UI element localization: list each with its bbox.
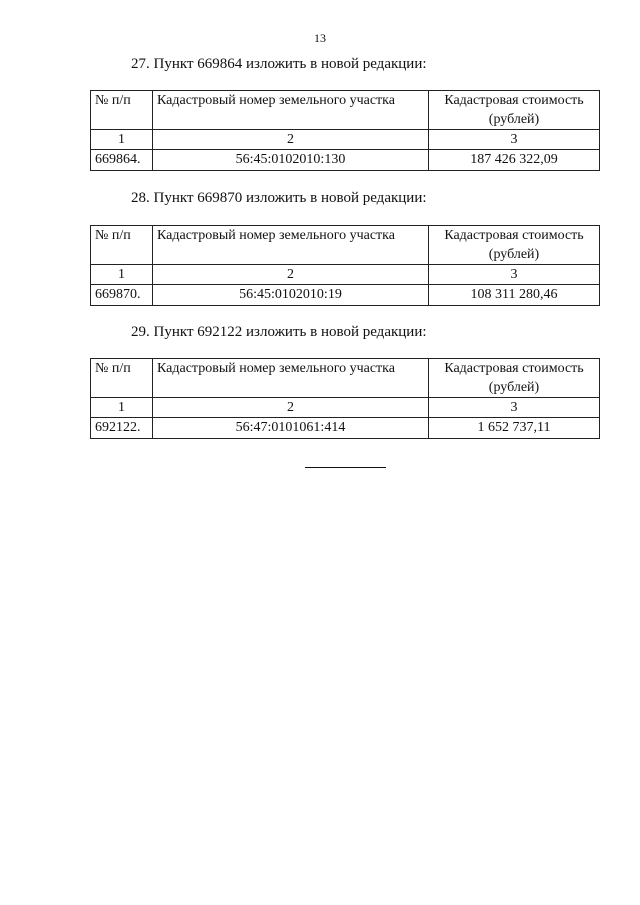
table-header-row bbox=[91, 226, 600, 265]
table-header-row bbox=[91, 359, 600, 398]
cadastral-value: 1 652 737,11 bbox=[429, 418, 600, 439]
cadastral-table-29 bbox=[90, 358, 600, 439]
table-row bbox=[91, 418, 600, 439]
header-cadastral-value: Кадастровая стоимость (рублей) bbox=[429, 226, 600, 265]
cadastral-number: 56:47:0101061:414 bbox=[153, 418, 429, 439]
header-cadastral-value: Кадастровая стоимость (рублей) bbox=[429, 91, 600, 130]
column-number-1: 1 bbox=[91, 130, 153, 150]
cadastral-table-28 bbox=[90, 225, 600, 306]
column-number-2: 2 bbox=[153, 130, 429, 150]
page-number: 13 bbox=[314, 31, 326, 45]
header-number: № п/п bbox=[91, 226, 153, 265]
column-number-3: 3 bbox=[429, 130, 600, 150]
table-header-row bbox=[91, 91, 600, 130]
item-number: 669870. bbox=[91, 285, 153, 306]
header-cadastral-number: Кадастровый номер земельного участка bbox=[153, 359, 429, 398]
header-cadastral-number: Кадастровый номер земельного участка bbox=[153, 91, 429, 130]
column-number-3: 3 bbox=[429, 398, 600, 418]
column-number-2: 2 bbox=[153, 265, 429, 285]
column-number-1: 1 bbox=[91, 265, 153, 285]
column-number-1: 1 bbox=[91, 398, 153, 418]
header-number: № п/п bbox=[91, 359, 153, 398]
cadastral-number: 56:45:0102010:130 bbox=[153, 150, 429, 171]
clause-29-heading: 29. Пункт 692122 изложить в новой редакции: bbox=[131, 324, 427, 340]
header-number: № п/п bbox=[91, 91, 153, 130]
cadastral-table-27 bbox=[90, 90, 600, 171]
item-number: 669864. bbox=[91, 150, 153, 171]
table-row bbox=[91, 285, 600, 306]
cadastral-value: 187 426 322,09 bbox=[429, 150, 600, 171]
clause-28-heading: 28. Пункт 669870 изложить в новой редакции: bbox=[131, 190, 427, 206]
column-number-3: 3 bbox=[429, 265, 600, 285]
cadastral-number: 56:45:0102010:19 bbox=[153, 285, 429, 306]
item-number: 692122. bbox=[91, 418, 153, 439]
cadastral-value: 108 311 280,46 bbox=[429, 285, 600, 306]
column-number-row bbox=[91, 265, 600, 285]
closing-divider bbox=[305, 467, 386, 468]
clause-27-heading: 27. Пункт 669864 изложить в новой редакции: bbox=[131, 56, 427, 72]
header-cadastral-number: Кадастровый номер земельного участка bbox=[153, 226, 429, 265]
table-row bbox=[91, 150, 600, 171]
column-number-row bbox=[91, 398, 600, 418]
column-number-2: 2 bbox=[153, 398, 429, 418]
column-number-row bbox=[91, 130, 600, 150]
header-cadastral-value: Кадастровая стоимость (рублей) bbox=[429, 359, 600, 398]
